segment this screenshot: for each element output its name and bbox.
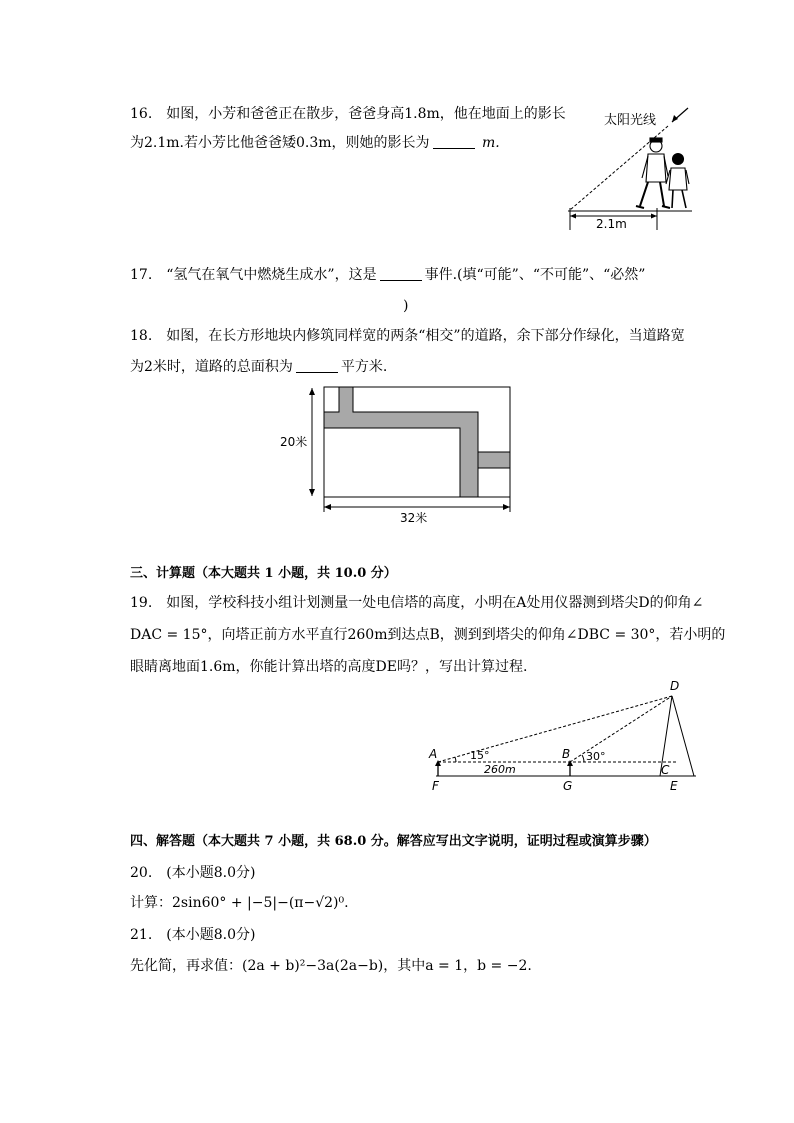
q18-figure — [278, 384, 518, 524]
q16-line-2-text: 为2.1m.若小芳比他爸爸矮0.3m，则她的影长为 — [130, 135, 430, 151]
q20-header: 20. (本小题8.0分) — [130, 865, 256, 881]
q19-label-A: A — [429, 747, 438, 761]
q18-road-vertical — [478, 452, 510, 468]
q18-width-arrow-right — [503, 504, 510, 510]
q16-sunlight-label: 太阳光线 — [604, 113, 657, 128]
q18-line-1: 18. 如图，在长方形地块内修筑同样宽的两条“相交”的道路，余下部分作绿化，当道路宽 — [130, 328, 685, 344]
q19-label-G: G — [563, 779, 573, 793]
q18-answer-blank — [296, 358, 338, 373]
q18-height-arrow-bottom — [309, 489, 315, 496]
section-3-title: 三、计算题（本大题共 1 小题，共 10.0 分） — [130, 566, 397, 581]
q17-line-2: ) — [403, 298, 409, 314]
q16-dim-arrow-right — [651, 214, 657, 219]
daughter-figure — [666, 154, 689, 209]
q21-header: 21. (本小题8.0分) — [130, 927, 256, 943]
q19-label-B: B — [562, 747, 571, 761]
q19-line-2: DAC = 15°，向塔正前方水平直行260m到达点B，测到到塔尖的仰角∠DBC = 30°，若小明的 — [130, 627, 726, 643]
q19-figure — [426, 676, 706, 794]
q19-angle-30-label: 30° — [586, 750, 606, 763]
q18-height-arrow-top — [309, 388, 315, 395]
q18-line-2 — [130, 358, 387, 376]
angle-arc-15 — [455, 757, 456, 762]
q17-answer-blank — [380, 266, 422, 281]
q18-width-arrow-left — [324, 504, 331, 510]
q17-line-1 — [130, 266, 645, 284]
q18-height-label: 20米 — [280, 435, 308, 449]
q16-shadow-label: 2.1m — [596, 217, 627, 231]
q16-dim-arrow-left — [570, 214, 576, 219]
q18-width-label: 32米 — [400, 511, 428, 525]
q21-body: 先化简，再求值：(2a + b)²−3a(2a−b)，其中a = 1，b = −2. — [130, 958, 532, 974]
angle-arc-30 — [582, 755, 584, 762]
q16-answer-blank — [433, 134, 475, 149]
q19-line-1: 19. 如图，学校科技小组计划测量一处电信塔的高度，小明在A处用仪器测到塔尖D的仰角∠ — [130, 595, 704, 611]
q16-line-2-unit: m. — [477, 135, 500, 151]
q16-figure — [560, 104, 700, 232]
q19-label-E: E — [670, 779, 678, 793]
q16-line-1: 16. 如图，小芳和爸爸正在散步，爸爸身高1.8m，他在地面上的影长 — [130, 106, 566, 122]
q19-label-D: D — [670, 679, 680, 693]
q16-arrow-head — [672, 115, 678, 122]
q18-line-2-text: 为2米时，道路的总面积为 — [130, 359, 293, 375]
q19-label-C: C — [661, 763, 670, 777]
q20-body: 计算：2sin60° + |−5|−(π−√2)⁰. — [130, 895, 349, 911]
q19-label-F: F — [432, 779, 439, 793]
q19-distance-label: 260m — [484, 763, 516, 776]
q17-line-1-text: 17. “氢气在氧气中燃烧生成水”，这是 — [130, 267, 377, 283]
q16-line-2 — [130, 134, 500, 152]
q17-line-1-rest: 事件.(填“可能”、“不可能”、“必然” — [424, 267, 646, 283]
section-4-title: 四、解答题（本大题共 7 小题，共 68.0 分。解答应写出文字说明，证明过程或演算步骤） — [130, 834, 657, 849]
q19-angle-15-label: 15° — [470, 749, 490, 762]
q19-line-3: 眼睛离地面1.6m，你能计算出塔的高度DE吗？，写出计算过程. — [130, 659, 528, 675]
q18-line-2-rest: 平方米. — [340, 359, 388, 375]
